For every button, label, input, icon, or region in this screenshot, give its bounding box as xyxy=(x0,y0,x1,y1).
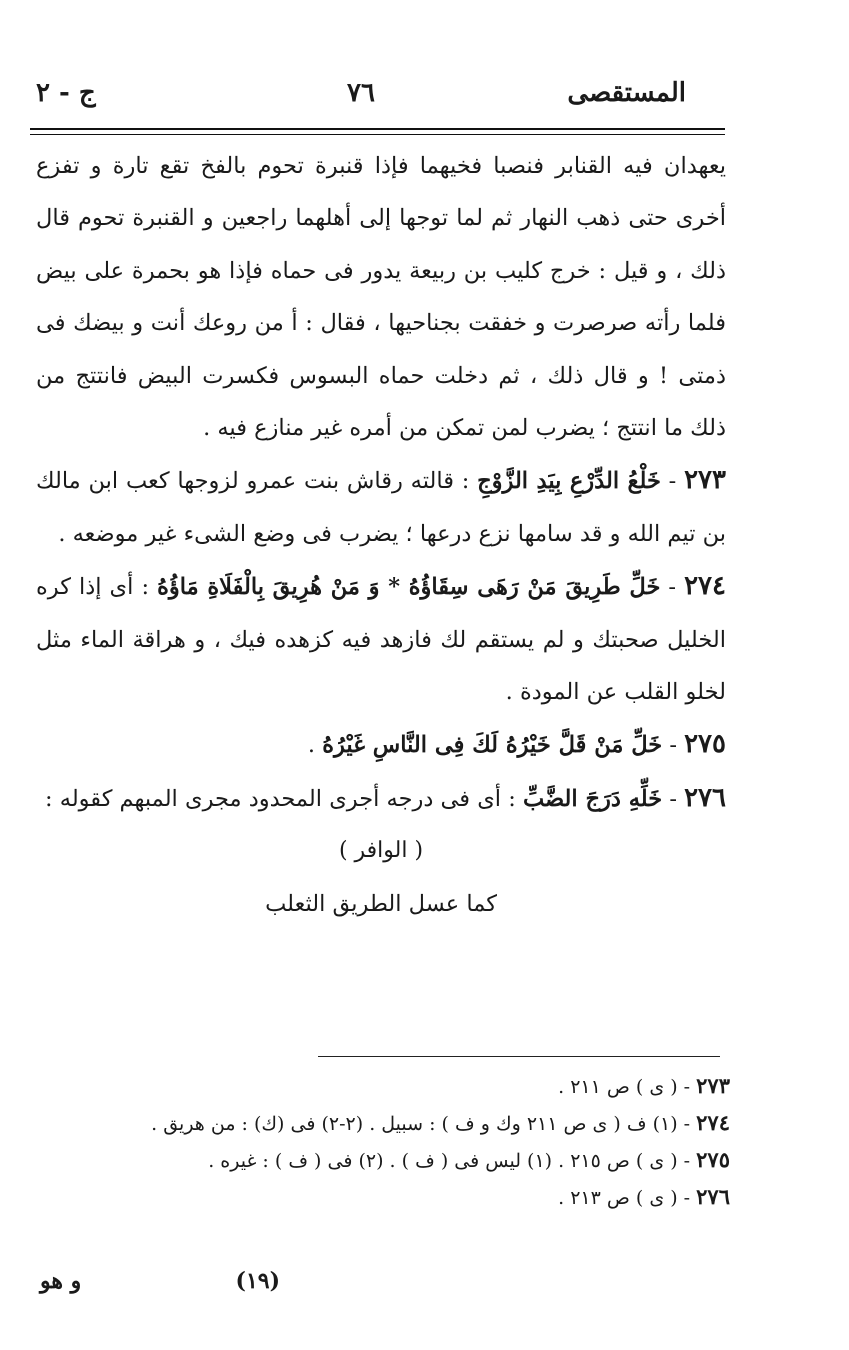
footnotes xyxy=(40,1068,730,1216)
footnote xyxy=(40,1068,730,1105)
page-number: ٧٦ xyxy=(347,78,375,108)
volume-label: ج - ٢ xyxy=(36,78,96,108)
verse-line: كما عسل الطريق الثعلب xyxy=(265,890,497,917)
entry-text: : قالته رقاش بنت عمرو لزوجها كعب ابن مالك بن تيم الله و قد سامها نزع درعها ؛ يضرب فى وضع الشىء غير موضعه . xyxy=(36,468,726,547)
footnote-rule xyxy=(318,1056,720,1057)
footnote-text: - ( ى ) ص ٢١١ . xyxy=(558,1076,691,1098)
footnote-text: - (١) ف ( ى ص ٢١١ وك و ف ) : سبيل . (٢-٢) فى (ك) : من هريق . xyxy=(151,1113,691,1135)
entry-text: . xyxy=(307,732,316,759)
verse-meter: ( الوافر ) xyxy=(338,838,424,864)
entry-273: ٢٧٣ - خَلْعُ الدِّرْعِ بِيَدِ الزَّوْجِ : قالته رقاش بنت عمرو لزوجها كعب ابن مالك بن تيم الله و قد سامها نزع درعها ؛ يضرب فى وضع الشىء غير موضعه . xyxy=(36,465,726,547)
entry-number: ٢٧٤ xyxy=(684,571,726,602)
catchword: و هو xyxy=(40,1268,82,1294)
proverb-headline: خَلِّ مَنْ قَلَّ خَيْرُهُ لَكَ فِى النَّاسِ غَيْرُهُ xyxy=(322,732,663,759)
signature-mark: (١٩) xyxy=(235,1268,280,1294)
running-header xyxy=(36,78,686,118)
footnote xyxy=(40,1142,730,1179)
book-title: المستقصى xyxy=(567,78,686,108)
entry-number: ٢٧٥ xyxy=(684,729,726,760)
header-rule xyxy=(30,128,725,130)
entry-number: ٢٧٦ xyxy=(684,782,726,813)
page-footer xyxy=(40,1268,280,1302)
entry-text: : أى إذا كره الخليل صحبتك و لم يستقم لك فازهد فيه كزهده فيك ، و هراقة الماء مثل لخلو القلب عن المودة . xyxy=(36,574,726,706)
footnote-number: ٢٧٣ xyxy=(696,1073,730,1098)
paragraph: يعهدان فيه القنابر فنصبا فخيهما فإذا قنبرة تحوم بالفخ تقع تارة و تفزع أخرى حتى ذهب النهار ثم لما توجها إلى أهلهما راجعين و القنبرة تحوم قال ذلك ، و قيل : خرج كليب بن ربيعة يدور فى حماه فإذا هو بحمرة على بيض فلما رأته صرصرت و خفقت بجناحيها ، فقال : أ من روعك أنت و بيضك فى ذمتى ! و قال ذلك ، ثم دخلت حماه البسوس فكسرت البيض فانتتج من ذلك ما انتتج ؛ يضرب لمن تمكن من أمره غير منازع فيه . xyxy=(36,153,726,442)
footnote xyxy=(40,1179,730,1216)
main-text xyxy=(36,140,726,930)
footnote-number: ٢٧٤ xyxy=(696,1110,730,1135)
entry-number: ٢٧٣ xyxy=(684,465,726,496)
footnote-number: ٢٧٥ xyxy=(696,1147,730,1172)
entry-text: : أى فى درجه أجرى المحدود مجرى المبهم كقوله : xyxy=(45,785,516,812)
entry-276: ٢٧٦ - خَلِّهِ دَرَجَ الضَّبِّ : أى فى درجه أجرى المحدود مجرى المبهم كقوله : xyxy=(45,782,726,813)
header-rule-thin xyxy=(30,134,725,135)
footnote-number: ٢٧٦ xyxy=(696,1184,730,1209)
footnote-text: - ( ى ) ص ٢١٣ . xyxy=(558,1187,691,1209)
footnote xyxy=(40,1105,730,1142)
proverb-headline: خَلِّ طَرِيقَ مَنْ رَهَى سِقَاؤُهُ * وَ مَنْ هُرِيقَ بِالْفَلَاةِ مَاؤُهُ xyxy=(157,574,661,601)
proverb-headline: خَلِّهِ دَرَجَ الضَّبِّ xyxy=(522,785,663,812)
proverb-headline: خَلْعُ الدِّرْعِ بِيَدِ الزَّوْجِ xyxy=(477,468,661,495)
footnote-text: - ( ى ) ص ٢١٥ . (١) ليس فى ( ف ) . (٢) فى ( ف ) : غيره . xyxy=(208,1150,691,1172)
entry-274: ٢٧٤ - خَلِّ طَرِيقَ مَنْ رَهَى سِقَاؤُهُ * وَ مَنْ هُرِيقَ بِالْفَلَاةِ مَاؤُهُ : أى إذا كره الخليل صحبتك و لم يستقم لك فازهد فيه كزهده فيك ، و هراقة الماء مثل لخلو القلب عن المودة . xyxy=(36,571,726,706)
entry-275: ٢٧٥ - خَلِّ مَنْ قَلَّ خَيْرُهُ لَكَ فِى النَّاسِ غَيْرُهُ . xyxy=(307,729,726,760)
